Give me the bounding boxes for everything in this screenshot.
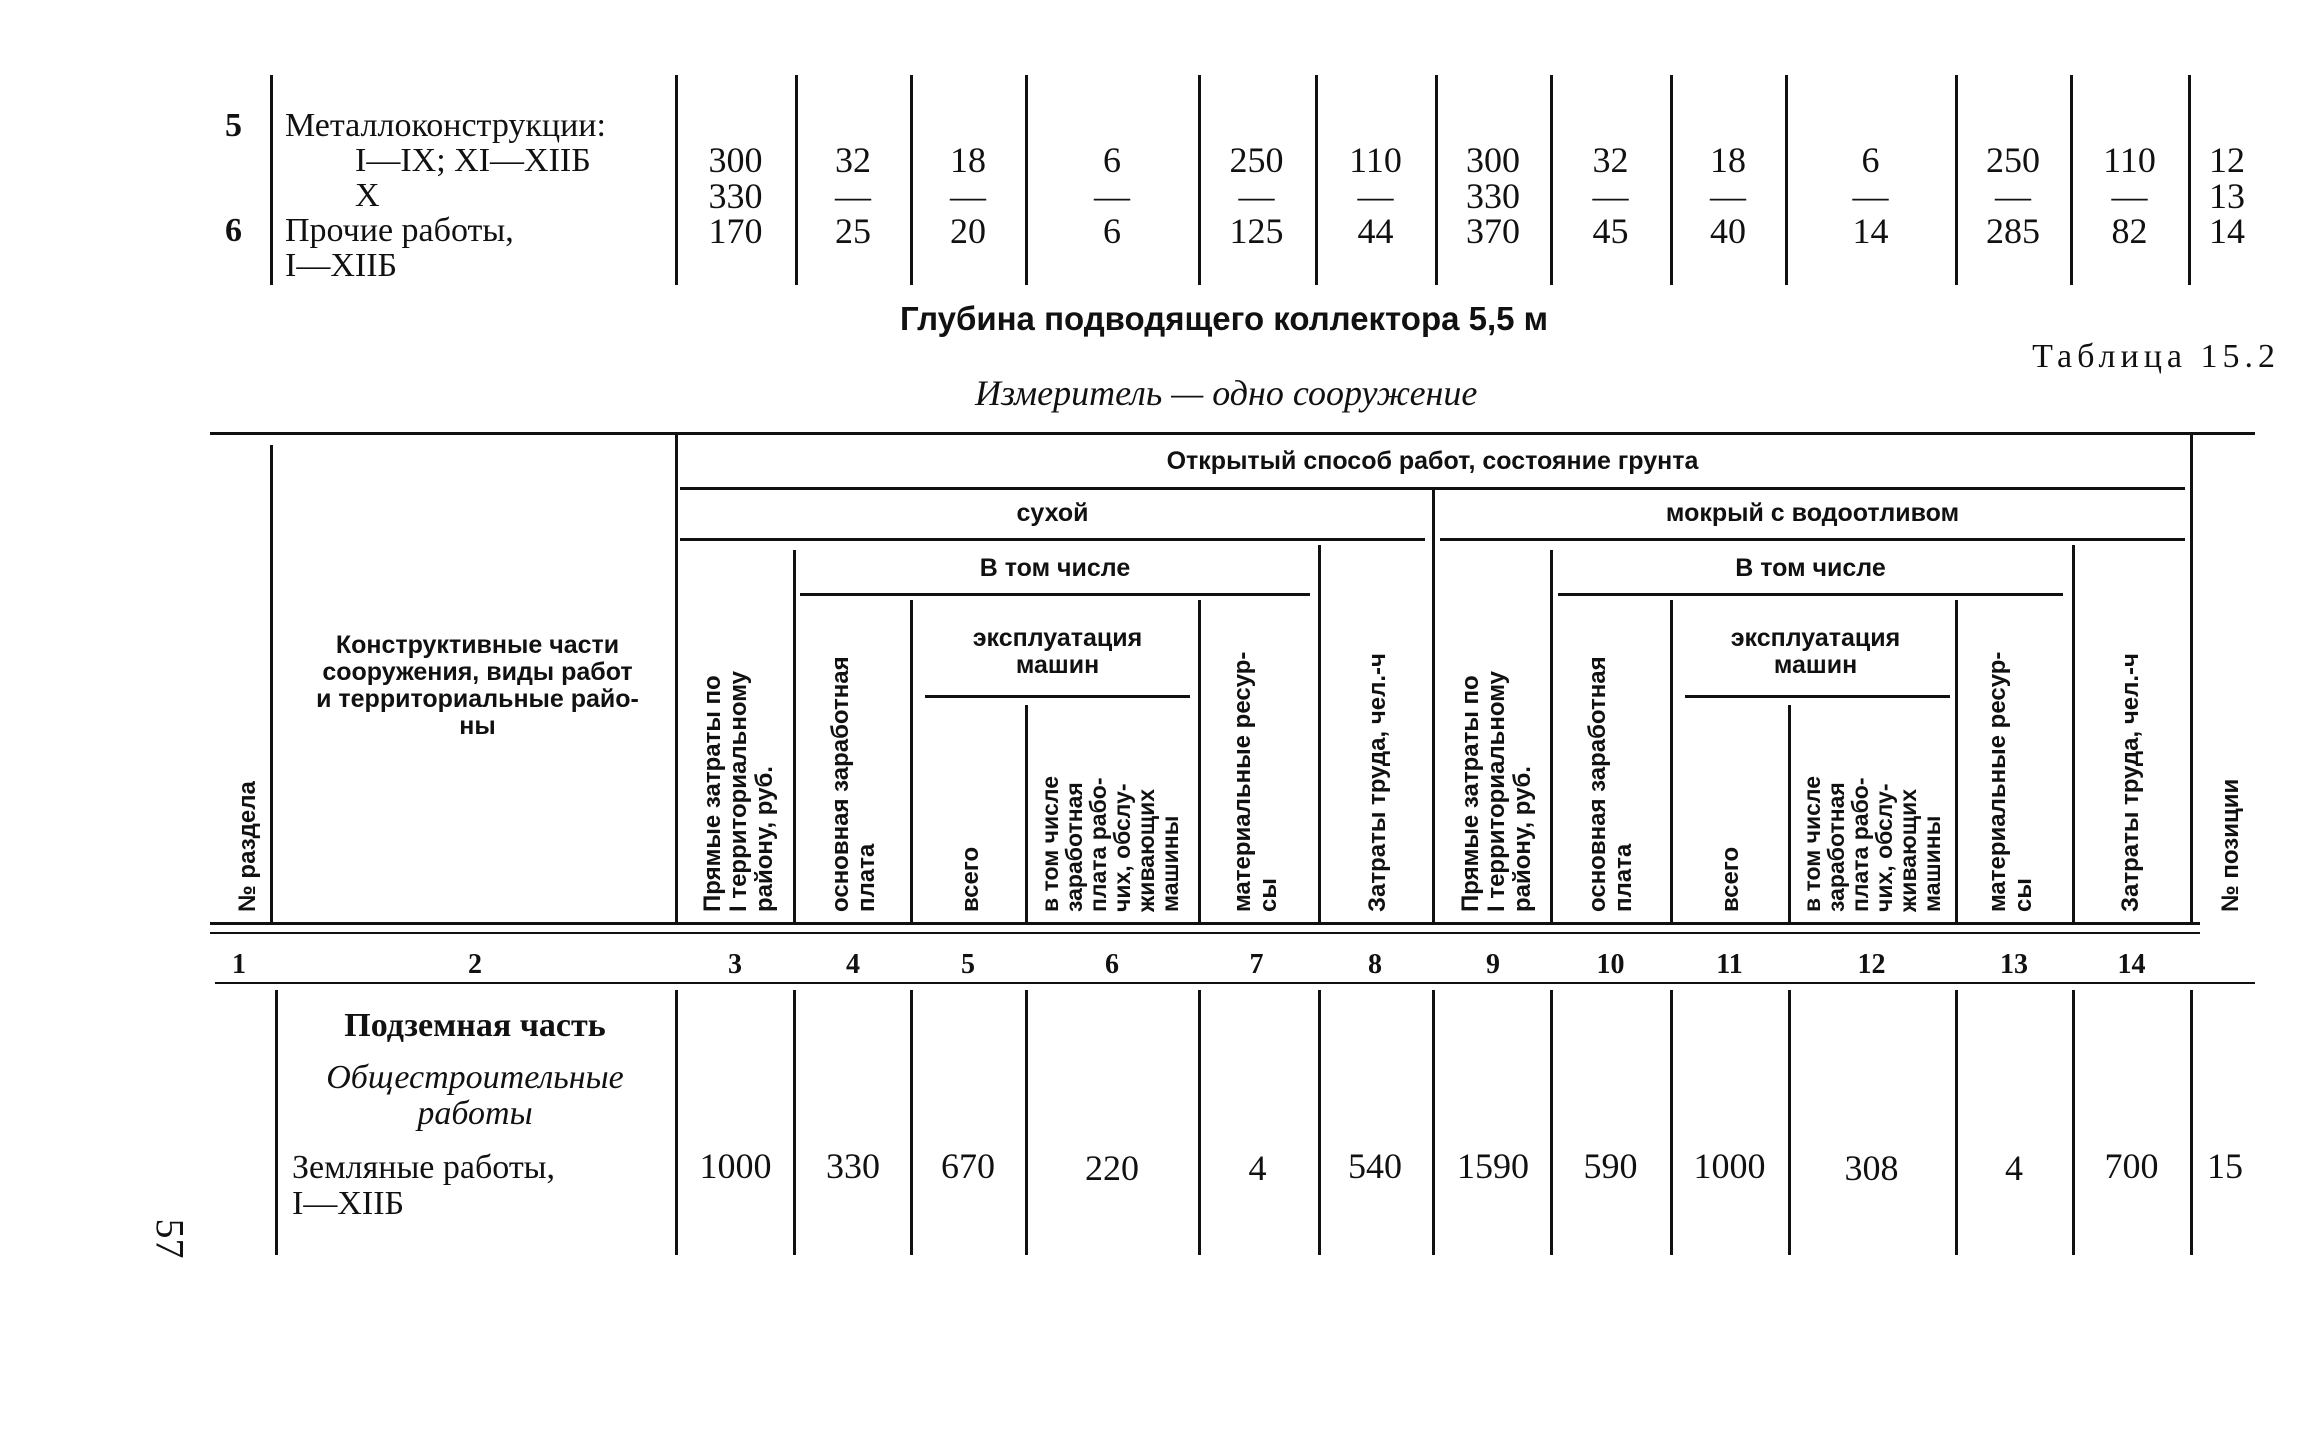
header-line: плата bbox=[853, 843, 880, 912]
header-labor: Затраты труда, чел.-ч bbox=[1364, 653, 1391, 912]
header-parts bbox=[285, 632, 670, 740]
header-line: основная заработная bbox=[1584, 656, 1611, 912]
part-title: Подземная часть bbox=[344, 1007, 606, 1044]
header-line: машины bbox=[1919, 815, 1945, 912]
header-line: заработная bbox=[1061, 782, 1087, 912]
header-line: эксплуатация bbox=[972, 624, 1143, 652]
column-number: 14 bbox=[2117, 949, 2146, 980]
cell: — bbox=[1592, 176, 1629, 216]
cell: — bbox=[2111, 176, 2148, 216]
column-number: 4 bbox=[846, 949, 860, 980]
header-wage bbox=[828, 656, 880, 912]
header-line: Прямые затраты по bbox=[699, 675, 726, 912]
header-line: машин bbox=[1773, 651, 1858, 679]
cell: 300 bbox=[1466, 140, 1520, 180]
header-line: сы bbox=[2010, 878, 2037, 912]
header-line: машины bbox=[1157, 815, 1183, 912]
column-number: 7 bbox=[1249, 949, 1264, 980]
header-wet: мокрый с водоотливом bbox=[1665, 499, 1960, 527]
cell: 4 bbox=[2005, 1148, 2023, 1188]
cell: 6 bbox=[1861, 140, 1880, 180]
cell: 330 bbox=[1466, 176, 1520, 216]
header-incl: В том числе bbox=[979, 554, 1131, 582]
group-line: Общестроительные bbox=[326, 1059, 624, 1096]
header-line: плата bbox=[1610, 843, 1637, 912]
header-line: плата рабо- bbox=[1085, 777, 1111, 912]
header-line: I территориальному bbox=[725, 671, 752, 912]
cell: 110 bbox=[1349, 140, 1402, 180]
header-line: району, руб. bbox=[751, 766, 778, 912]
section-number: 6 bbox=[225, 212, 242, 249]
header-line: сооружения, виды работ bbox=[322, 658, 633, 686]
cell: — bbox=[1357, 176, 1394, 216]
cell: — bbox=[1710, 176, 1746, 216]
group-title bbox=[280, 1060, 670, 1132]
cell: 370 bbox=[1466, 211, 1520, 251]
cell: 1000 bbox=[699, 1146, 772, 1186]
header-line: эксплуатация bbox=[1730, 624, 1901, 652]
row-name: X bbox=[355, 177, 380, 214]
header-labor: Затраты труда, чел.-ч bbox=[2117, 653, 2144, 912]
header-machines bbox=[1678, 625, 1953, 679]
header-line: машин bbox=[1015, 651, 1100, 679]
cell: 590 bbox=[1583, 1146, 1638, 1186]
header-line: в том числе bbox=[1799, 775, 1825, 912]
header-total: всего bbox=[957, 846, 984, 912]
cell: 14 bbox=[1852, 211, 1889, 251]
header-materials bbox=[1230, 652, 1282, 912]
column-number: 3 bbox=[728, 949, 742, 980]
header-incl: В том числе bbox=[1735, 554, 1886, 582]
cell: 110 bbox=[2103, 140, 2156, 180]
header-total: всего bbox=[1717, 846, 1744, 912]
cell: 45 bbox=[1592, 211, 1629, 251]
column-number: 8 bbox=[1368, 949, 1382, 980]
table-label: Таблица 15.2 bbox=[2032, 338, 2280, 375]
header-line: плата рабо- bbox=[1847, 777, 1873, 912]
cell: 170 bbox=[708, 211, 763, 251]
header-line: району, руб. bbox=[1509, 766, 1536, 912]
cell: — bbox=[1094, 176, 1130, 216]
cell: — bbox=[835, 176, 871, 216]
cell: 6 bbox=[1103, 140, 1121, 180]
cell: 15 bbox=[2207, 1146, 2243, 1186]
header-dry: сухой bbox=[1016, 499, 1089, 527]
header-direct bbox=[1458, 671, 1536, 912]
header-line: основная заработная bbox=[827, 656, 854, 912]
page-number: 57 bbox=[147, 1218, 193, 1259]
cell: 220 bbox=[1085, 1148, 1139, 1188]
cell: 250 bbox=[1229, 140, 1284, 180]
cell: 12 bbox=[2209, 140, 2245, 180]
column-number: 9 bbox=[1486, 949, 1500, 980]
cell: — bbox=[1238, 176, 1275, 216]
table-heading: Глубина подводящего коллектора 5,5 м bbox=[900, 300, 1549, 337]
cell: 32 bbox=[1592, 140, 1629, 180]
cell: 18 bbox=[1710, 140, 1746, 180]
cell: 700 bbox=[2104, 1146, 2159, 1186]
cell: 25 bbox=[835, 211, 871, 251]
cell: 330 bbox=[708, 176, 763, 216]
cell: 44 bbox=[1357, 211, 1394, 251]
cell: 125 bbox=[1229, 211, 1284, 251]
cell: 670 bbox=[941, 1146, 995, 1186]
header-line: материальные ресур- bbox=[1229, 651, 1256, 912]
column-number: 2 bbox=[468, 949, 482, 980]
cell: — bbox=[1852, 176, 1889, 216]
row-name: Прочие работы, bbox=[285, 212, 514, 249]
item-name: Земляные работы, bbox=[292, 1149, 556, 1186]
column-number: 11 bbox=[1716, 949, 1743, 980]
cell: 1000 bbox=[1693, 1146, 1766, 1186]
cell: — bbox=[950, 176, 986, 216]
cell: 308 bbox=[1844, 1148, 1899, 1188]
column-number: 5 bbox=[961, 949, 975, 980]
header-incl-wage bbox=[1800, 776, 1944, 912]
cell: 18 bbox=[950, 140, 986, 180]
header-line: в том числе bbox=[1037, 775, 1063, 912]
cell: 82 bbox=[2111, 211, 2148, 251]
header-wage bbox=[1585, 656, 1637, 912]
header-line: живающих bbox=[1133, 788, 1159, 912]
cell: 540 bbox=[1348, 1146, 1402, 1186]
header-line: и территориальные райо- bbox=[316, 685, 639, 713]
cell: 4 bbox=[1248, 1148, 1267, 1188]
cell: 40 bbox=[1710, 211, 1746, 251]
column-number: 10 bbox=[1596, 949, 1625, 980]
row-name: Металлоконструкции: bbox=[285, 107, 606, 144]
cell: 250 bbox=[1986, 140, 2040, 180]
cell: 32 bbox=[835, 140, 871, 180]
row-name: I—XIIБ bbox=[285, 247, 398, 284]
cell: 300 bbox=[708, 140, 763, 180]
column-number: 6 bbox=[1105, 949, 1119, 980]
header-materials bbox=[1985, 652, 2037, 912]
header-line: материальные ресур- bbox=[1984, 651, 2011, 912]
column-number: 13 bbox=[2000, 949, 2028, 980]
section-number: 5 bbox=[225, 107, 242, 144]
header-machines bbox=[920, 625, 1195, 679]
header-pos-no: № позиции bbox=[2217, 778, 2244, 912]
column-number: 12 bbox=[1857, 949, 1886, 980]
group-line: работы bbox=[417, 1095, 533, 1132]
header-line: Прямые затраты по bbox=[1457, 675, 1484, 912]
header-line: I территориальному bbox=[1483, 671, 1510, 912]
header-line: живающих bbox=[1895, 788, 1921, 912]
measure-caption: Измеритель — одно сооружение bbox=[975, 373, 1478, 413]
cell: 6 bbox=[1103, 211, 1121, 251]
cell: 14 bbox=[2209, 211, 2245, 251]
header-line: ны bbox=[459, 712, 496, 740]
header-line: сы bbox=[1255, 878, 1282, 912]
cell: — bbox=[1995, 176, 2031, 216]
header-line: чих, обслу- bbox=[1871, 783, 1897, 912]
header-direct bbox=[700, 671, 778, 912]
header-line: чих, обслу- bbox=[1109, 783, 1135, 912]
cell: 20 bbox=[950, 211, 986, 251]
header-line: Конструктивные части bbox=[335, 631, 620, 659]
header-incl-wage bbox=[1038, 776, 1182, 912]
column-number: 1 bbox=[232, 949, 246, 980]
header-section-no: № раздела bbox=[234, 781, 261, 912]
item-name: I—XIIБ bbox=[292, 1185, 405, 1222]
cell: 285 bbox=[1986, 211, 2040, 251]
header-open-method: Открытый способ работ, состояние грунта bbox=[1166, 447, 1699, 475]
cell: 13 bbox=[2209, 176, 2245, 216]
cell: 1590 bbox=[1457, 1146, 1529, 1186]
header-line: заработная bbox=[1823, 782, 1849, 912]
cell: 330 bbox=[826, 1146, 880, 1186]
row-name: I—IX; XI—XIIБ bbox=[355, 142, 591, 179]
